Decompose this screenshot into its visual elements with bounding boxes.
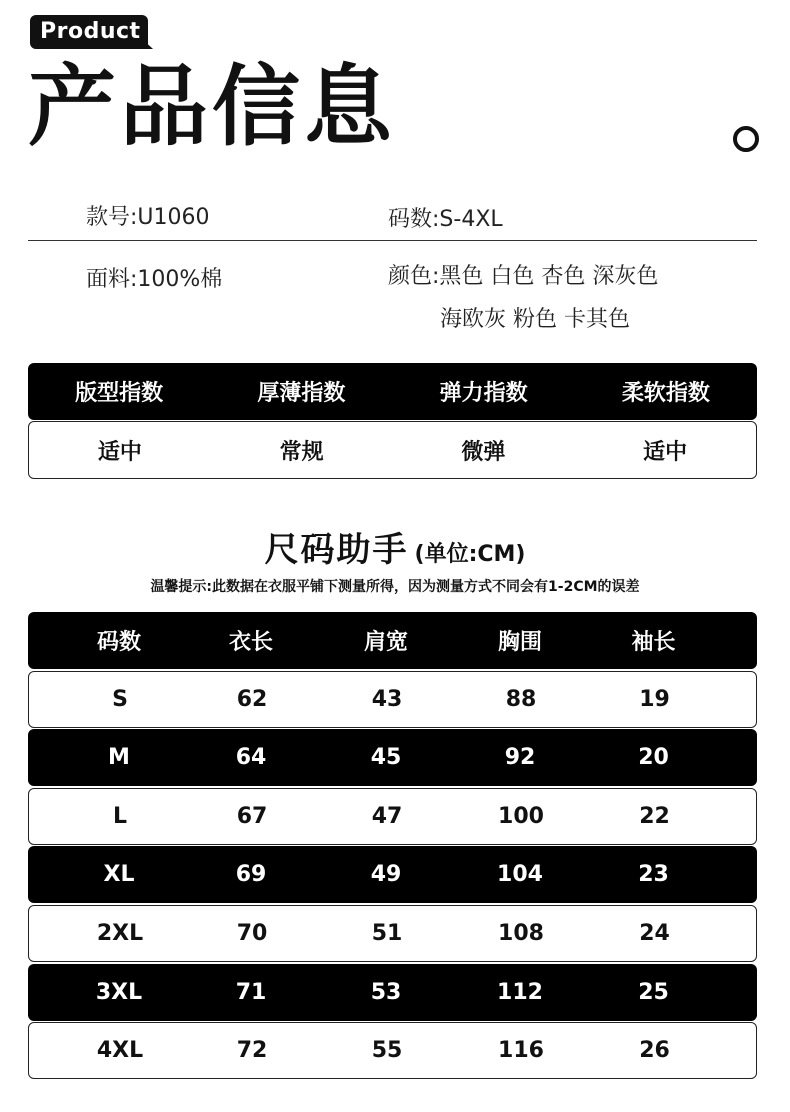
- cell-chest: 116: [498, 1038, 544, 1064]
- size-range: 码数:S-4XL: [388, 207, 503, 232]
- size-chart-title: 尺码助手: [264, 530, 409, 570]
- index-value-softness: 适中: [643, 439, 688, 465]
- cell-length: 69: [235, 862, 267, 888]
- cell-size: 3XL: [95, 979, 143, 1005]
- cell-shoulder: 51: [371, 920, 403, 946]
- cell-chest: 92: [504, 745, 536, 771]
- index-header-fit: 版型指数: [75, 381, 164, 406]
- table-row: [28, 1022, 757, 1079]
- cell-shoulder: 47: [371, 803, 403, 829]
- size-chart-heading: [0, 522, 790, 571]
- column-header-sleeve: 袖长: [631, 630, 676, 655]
- size-chart-unit: (单位:CM): [414, 542, 526, 567]
- index-value-fit: 适中: [97, 439, 142, 465]
- style-number: 款号:U1060: [86, 205, 210, 230]
- cell-length: 70: [236, 920, 268, 946]
- table-row: [28, 671, 757, 728]
- cell-shoulder: 55: [371, 1038, 403, 1064]
- cell-length: 71: [235, 979, 267, 1005]
- cell-size: L: [112, 803, 128, 829]
- column-header-shoulder: 肩宽: [363, 630, 408, 655]
- cell-size: XL: [103, 862, 135, 888]
- table-row: [28, 729, 757, 786]
- fabric: 面料:100%棉: [86, 267, 223, 292]
- cell-shoulder: 45: [370, 745, 402, 771]
- cell-shoulder: 43: [371, 686, 403, 712]
- index-header-elasticity: 弹力指数: [439, 381, 528, 406]
- index-header-thickness: 厚薄指数: [257, 381, 346, 406]
- cell-length: 67: [236, 803, 268, 829]
- page-title: 产品信息: [28, 55, 397, 158]
- product-tag-tail: [141, 38, 153, 49]
- column-header-chest: 胸围: [497, 630, 542, 655]
- index-value-elasticity: 微弹: [461, 439, 506, 465]
- cell-length: 62: [236, 686, 268, 712]
- colors-line-2: 海欧灰 粉色 卡其色: [440, 307, 630, 332]
- table-row: [28, 964, 757, 1021]
- cell-sleeve: 25: [638, 979, 669, 1005]
- cell-length: 64: [235, 745, 267, 771]
- cell-size: 4XL: [96, 1038, 144, 1064]
- end-mark: [733, 126, 759, 152]
- table-row: [28, 846, 757, 903]
- cell-sleeve: 24: [639, 920, 670, 946]
- cell-sleeve: 23: [638, 862, 669, 888]
- cell-chest: 108: [498, 920, 544, 946]
- cell-chest: 88: [505, 686, 537, 712]
- cell-size: M: [108, 745, 130, 771]
- index-header-softness: 柔软指数: [621, 381, 710, 406]
- product-tag-label: Product: [40, 19, 141, 44]
- measurement-tip: 温馨提示:此数据在衣服平铺下测量所得，因为测量方式不同会有1-2CM的误差: [150, 579, 640, 595]
- cell-sleeve: 22: [639, 803, 670, 829]
- cell-size: S: [112, 686, 128, 712]
- cell-chest: 112: [497, 979, 543, 1005]
- cell-sleeve: 26: [639, 1038, 670, 1064]
- size-table-header: [28, 612, 757, 669]
- cell-sleeve: 19: [639, 686, 670, 712]
- table-row: [28, 788, 757, 845]
- cell-sleeve: 20: [638, 745, 669, 771]
- divider: [28, 240, 757, 241]
- index-header-row: [28, 363, 757, 420]
- column-header-length: 衣长: [228, 630, 273, 655]
- cell-shoulder: 49: [370, 862, 402, 888]
- size-table: [28, 612, 757, 1081]
- cell-length: 72: [236, 1038, 268, 1064]
- cell-size: 2XL: [96, 920, 144, 946]
- column-header-size: 码数: [96, 630, 141, 655]
- cell-shoulder: 53: [370, 979, 402, 1005]
- product-tag: [30, 15, 148, 49]
- index-value-row: [28, 421, 757, 479]
- table-row: [28, 905, 757, 962]
- colors-line-1: 颜色:黑色 白色 杏色 深灰色: [388, 264, 659, 289]
- index-value-thickness: 常规: [279, 439, 324, 465]
- cell-chest: 104: [497, 862, 543, 888]
- cell-chest: 100: [498, 803, 544, 829]
